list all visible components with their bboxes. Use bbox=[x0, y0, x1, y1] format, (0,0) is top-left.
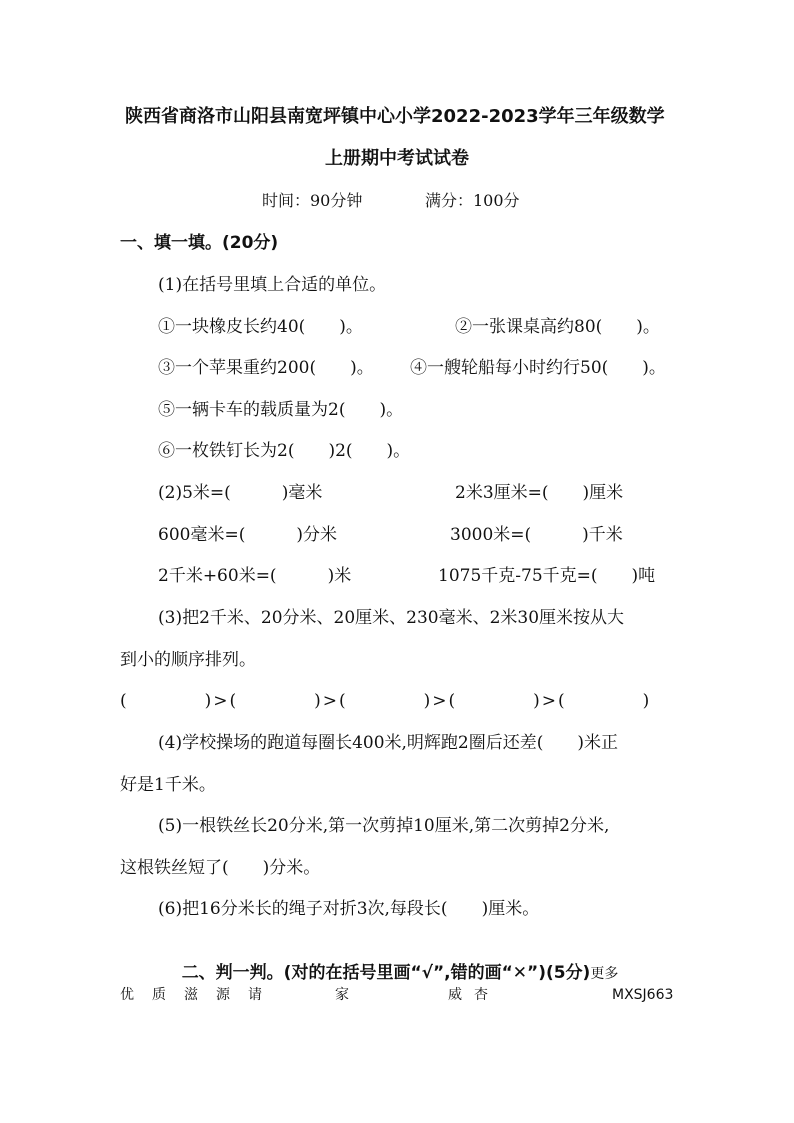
footer-word: 优 bbox=[120, 987, 134, 1003]
footer-word: 威 bbox=[448, 987, 462, 1003]
exam-full-score: 满分：100分 bbox=[425, 191, 520, 210]
q3-answer-blanks: ( )>( )>( )>( )>( ) bbox=[120, 691, 652, 711]
q2-item-b: 2米3厘米=( )厘米 bbox=[455, 483, 624, 503]
footer-word: 杏 bbox=[474, 987, 488, 1003]
q1-item-c: ③一个苹果重约200( )。 bbox=[158, 358, 374, 378]
q5-line1: (5)一根铁丝长20分米,第一次剪掉10厘米,第二次剪掉2分米, bbox=[158, 816, 610, 836]
footer-word: 滋 bbox=[184, 987, 198, 1003]
q1-item-b: ②一张课桌高约80( )。 bbox=[455, 317, 660, 337]
footer-word: 源 bbox=[216, 987, 230, 1003]
footer-word: 质 bbox=[152, 987, 166, 1003]
exam-title-line1: 陕西省商洛市山阳县南宽坪镇中心小学2022-2023学年三年级数学 bbox=[125, 106, 665, 127]
q1-item-d: ④一艘轮船每小时约行50( )。 bbox=[410, 358, 666, 378]
exam-title-line2: 上册期中考试试卷 bbox=[325, 148, 469, 169]
section2-trailing-more: 更多 bbox=[590, 966, 619, 982]
q1-item-a: ①一块橡皮长约40( )。 bbox=[158, 317, 363, 337]
q6-text: (6)把16分米长的绳子对折3次,每段长( )厘米。 bbox=[158, 899, 540, 919]
q2-item-f: 1075千克-75千克=( )吨 bbox=[438, 566, 656, 586]
footer-word: 家 bbox=[335, 987, 349, 1003]
footer-word: 请 bbox=[248, 987, 262, 1003]
exam-time: 时间：90分钟 bbox=[262, 191, 363, 210]
q2-item-c: 600毫米=( )分米 bbox=[158, 525, 337, 545]
q4-line2: 好是1千米。 bbox=[120, 775, 216, 795]
footer-code: MXSJ663 bbox=[612, 987, 674, 1003]
q2-item-e: 2千米+60米=( )米 bbox=[158, 566, 352, 586]
section1-heading: 一、填一填。(20分) bbox=[120, 233, 279, 253]
q5-line2: 这根铁丝短了( )分米。 bbox=[120, 858, 321, 878]
q2-item-d: 3000米=( )千米 bbox=[450, 525, 623, 545]
q3-line2: 到小的顺序排列。 bbox=[120, 650, 256, 670]
q1-intro: (1)在括号里填上合适的单位。 bbox=[158, 275, 387, 295]
section2-heading-text: 二、判一判。(对的在括号里画“√”,错的画“✕”)(5分) bbox=[181, 963, 591, 983]
q2-item-a: (2)5米=( )毫米 bbox=[158, 483, 323, 503]
q1-item-e: ⑤一辆卡车的载质量为2( )。 bbox=[158, 400, 404, 420]
q1-item-f: ⑥一枚铁钉长为2( )2( )。 bbox=[158, 441, 411, 461]
q3-line1: (3)把2千米、20分米、20厘米、230毫米、2米30厘米按从大 bbox=[158, 608, 625, 628]
q4-line1: (4)学校操场的跑道每圈长400米,明辉跑2圈后还差( )米正 bbox=[158, 733, 619, 753]
